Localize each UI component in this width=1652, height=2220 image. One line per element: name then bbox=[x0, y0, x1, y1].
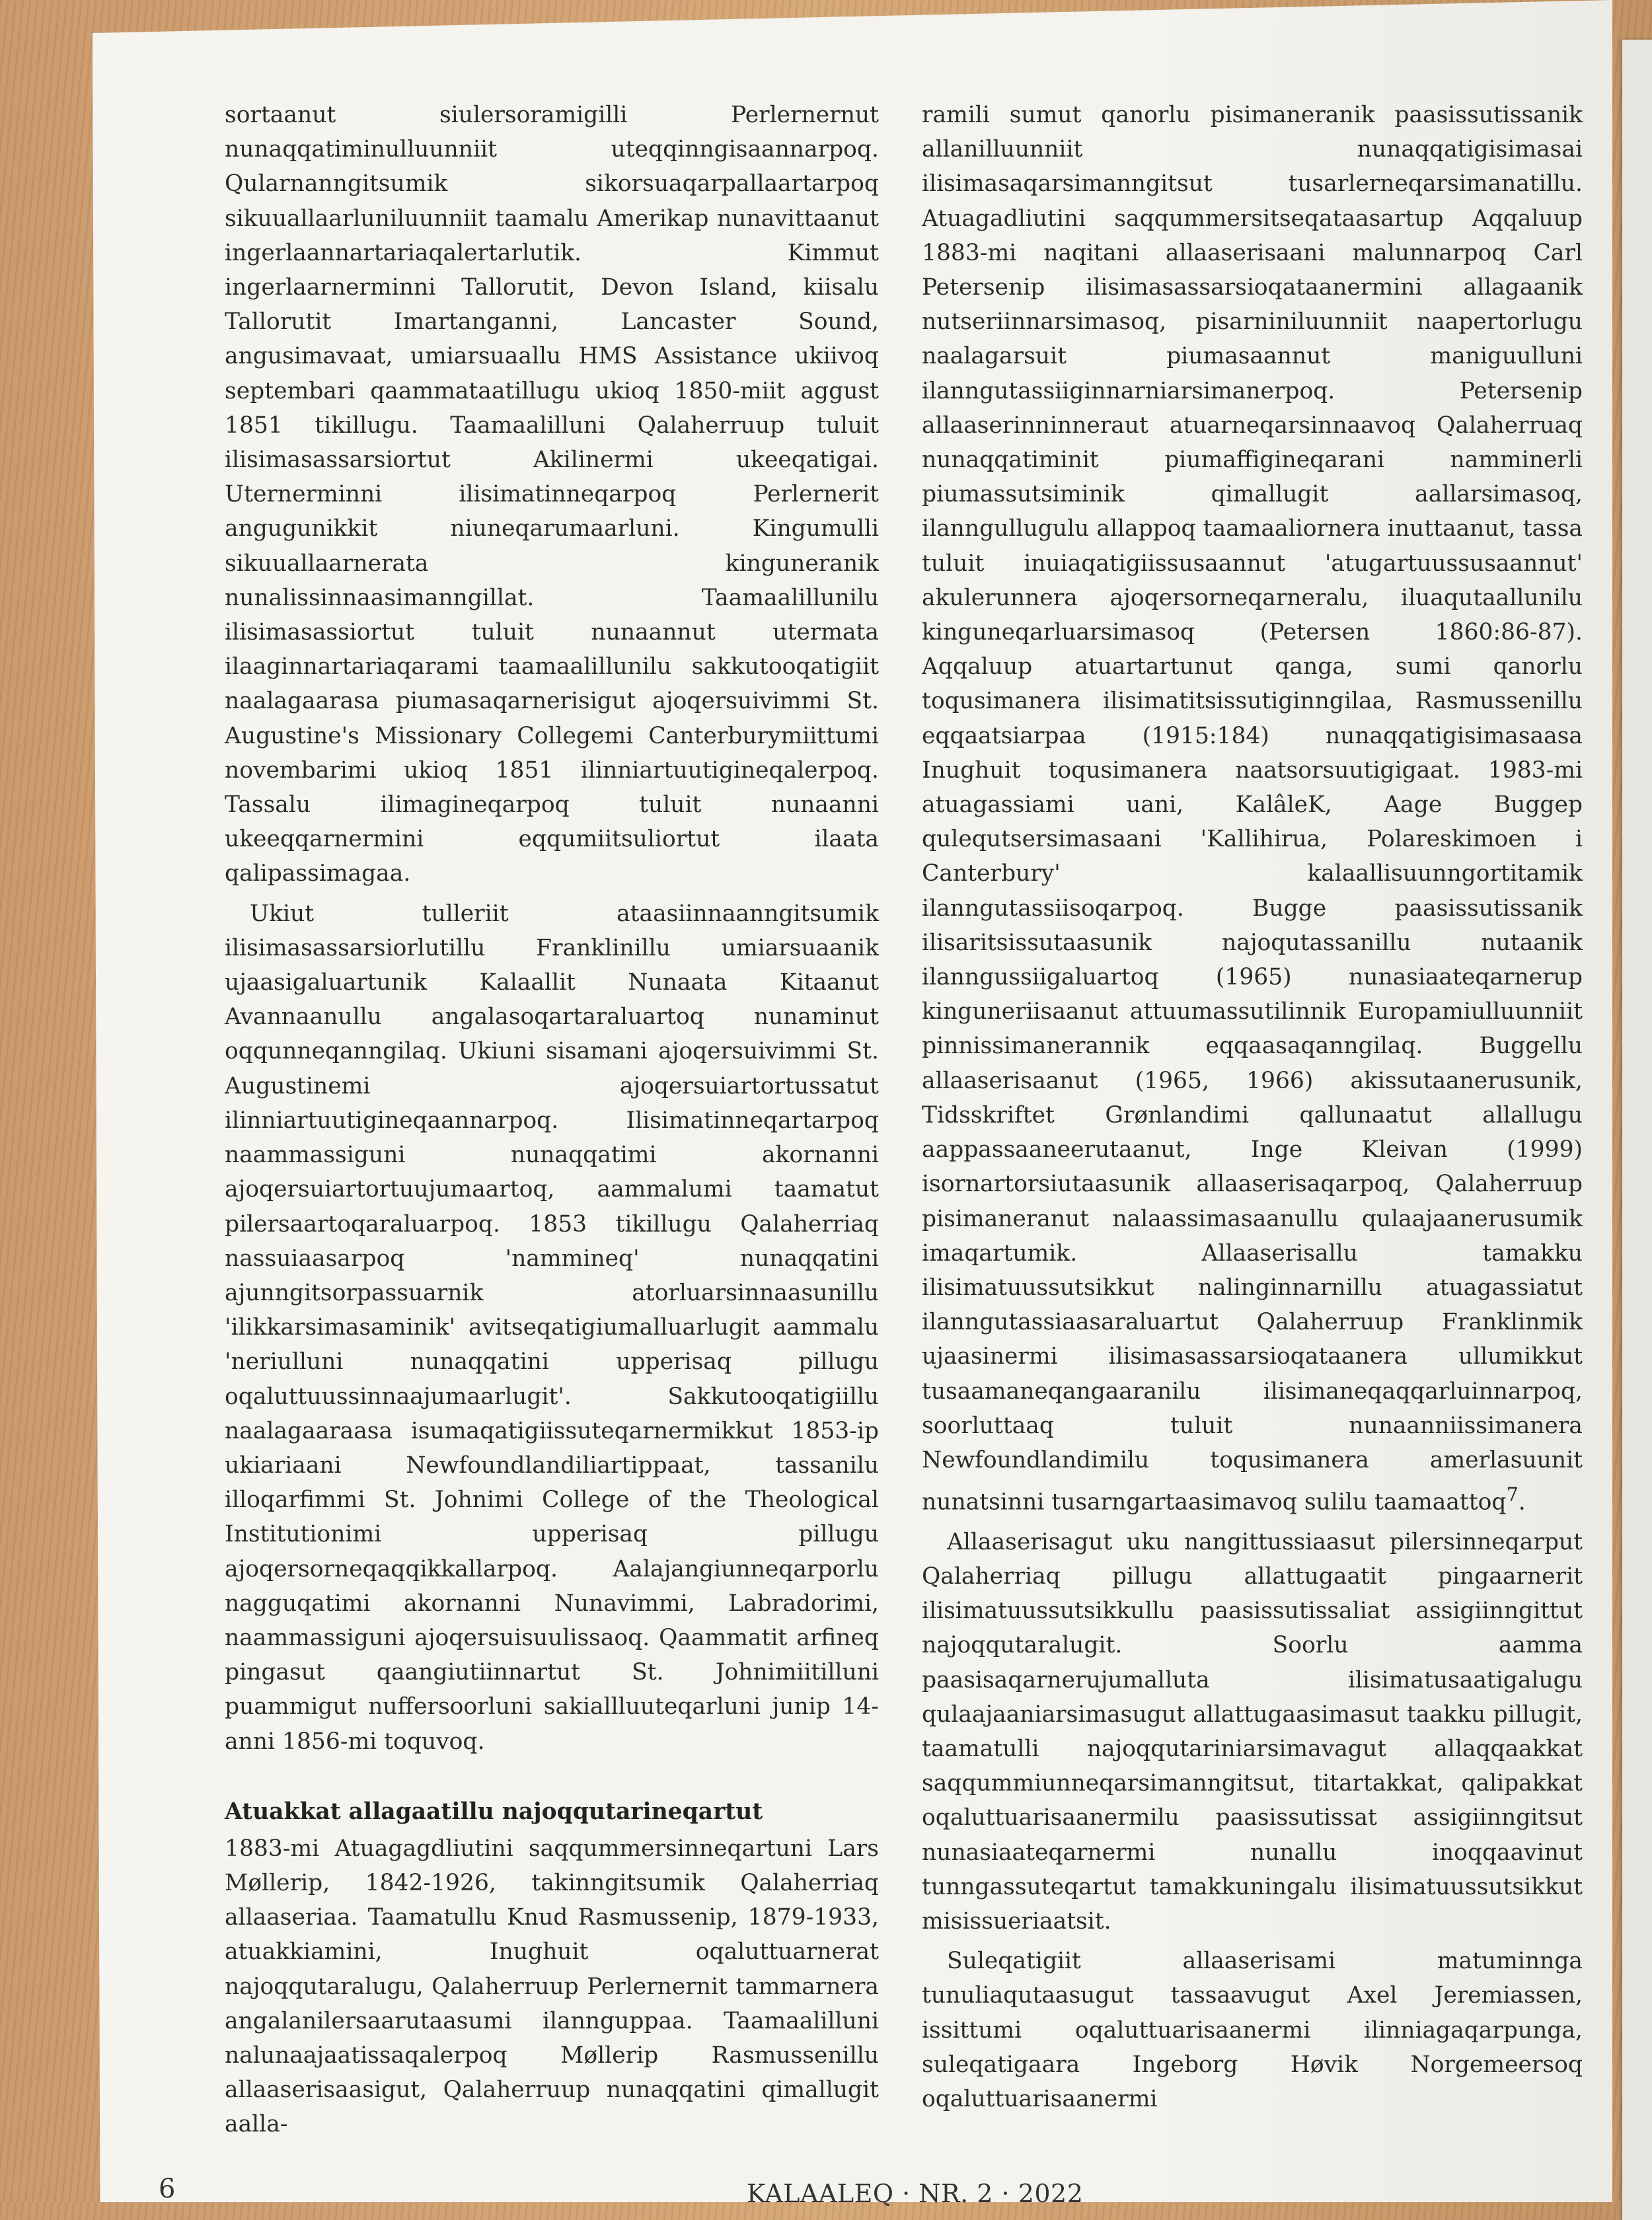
section-heading: Atuakkat allagaatillu najoqqutarineqartut bbox=[225, 1798, 763, 1825]
right-paragraph-1 bbox=[922, 98, 1583, 1520]
right-paragraph-3: Suleqatigiit allaaserisami matuminnga tunuliaqutaasugut tassaavugut Axel Jeremiassen, issittumi oqaluttuarisaanermi ilinniagaqarpunga, suleqatigaara Ingeborg Høvik Norgemeersoq oqaluttuarisaanermi bbox=[922, 1948, 1583, 2113]
publication-footer: KALAALEQ · NR. 2 · 2022 bbox=[747, 2179, 1084, 2208]
next-page-edge bbox=[1622, 40, 1652, 2220]
left-paragraph-3: 1883-mi Atuagagdliutini saqqummersinneqartuni Lars Møllerip, 1842-1926, takinngitsumik Qalaherriaq allaaseriaa. Taamatullu Knud Rasmussenip, 1879-1933, atuakkiamini, Inughuit oqaluttuarnerat najoqqutaralugu, Qalaherruup Perlernernit tammarnera angalanilersaarutaasumi ilannguppaa. Taamaalilluni nalunaajaatissaqalerpoq Møllerip Rasmussenillu allaaserisaasigut, Qalaherruup nunaqqatini qimallugit aalla- bbox=[225, 1835, 879, 2138]
footnote-ref-7: 7 bbox=[1506, 1483, 1519, 1506]
right-paragraph-1-end: . bbox=[1518, 1489, 1526, 1516]
left-paragraph-1: sortaanut siulersoramigilli Perlernernut nunaqqatiminulluunniit uteqqinngisaannarpoq. Qularnanngitsumik sikorsuaqarpallaartarpoq sikuuallaarluniluunniit taamalu Amerikap nunavittaanut ingerlaannartariaqalertarlutik. Kimmut ingerlaarnerminni Tallorutit, Devon Island, kiisalu Tallorutit Imartanganni, Lancaster Sound, angusimavaat, umiarsuaallu HMS Assistance ukiivoq septembari qaammataatillugu ukioq 1850-miit aggust 1851 tikillugu. Taamaalilluni Qalaherruup tuluit ilisimasassarsiortut Akilinermi ukeeqatigai. Uternerminni ilisimatinneqarpoq Perlernerit angugunikkit niuneqarumaarluni. Kingumulli sikuuallaarnerata kinguneranik nunalissinnaasimanngillat. Taamaalillunilu ilisimasassiortut tuluit nunaannut utermata ilaaginnartariaqarami taamaalillunilu sakkutooqatigiit naalagaarasa piumasaqarnerisigut ajoqersuivimmi St. Augustine's Missionary Collegemi Canterburymiittumi novembarimi ukioq 1851 ilinniartuutigineqalerpoq. Tassalu ilimagineqarpoq tuluit nunaanni ukeeqqarnermini eqqumiitsuliortut ilaata qalipassimagaa. bbox=[225, 102, 879, 887]
left-column bbox=[225, 98, 879, 2142]
right-column bbox=[922, 98, 1583, 2116]
left-paragraph-2: Ukiut tulleriit ataasiinnaanngitsumik ilisimasassarsiorlutillu Franklinillu umiarsuaanik ujaasigaluartunik Kalaallit Nunaata Kitaanut Avannaanullu angalasoqartaraluartoq nunaminut oqqunneqanngilaq. Ukiuni sisamani ajoqersuivimmi St. Augustinemi ajoqersuiartortussatut ilinniartuutigineqaannarpoq. Ilisimatinneqartarpoq naammassiguni nunaqqatimi akornanni ajoqersuiartortuujumaartoq, aammalumi taamatut pilersaartoqaraluarpoq. 1853 tikillugu Qalaherriaq nassuiaasarpoq 'nammineq' nunaqqatini ajunngitsorpassuarnik atorluarsinnaasunillu 'ilikkarsimasaminik' avitseqatigiumalluarlugit aammalu 'neriulluni nunaqqatini upperisaq pillugu oqaluttuussinnaajumaarlugit'. Sakkutooqatigiillu naalagaaraasa isumaqatigiissuteqarnermikkut 1853-ip ukiariaani Newfoundlandiliartippaat, tassanilu illoqarfimmi St. Johnimi College of the Theological Institutionimi upperisaq pillugu ajoqersorneqaqqikkallarpoq. Aalajangiunneqarporlu nagguqatimi akornanni Nunavimmi, Labradorimi, naammassiguni ajoqersuisuulissaoq. Qaammatit arfineq pingasut qaangiutiinnartut St. Johnimiitilluni puammigut nuffersoorluni sakiallluuteqarluni junip 14-anni 1856-mi toquvoq. bbox=[225, 900, 879, 1755]
right-paragraph-2: Allaaserisagut uku nangittussiaasut pilersinneqarput Qalaherriaq pillugu allattugaatit pingaarnerit ilisimatuussutsikkullu paasissutissaliat assigiinngittut najoqqutaralugit. Soorlu aamma paasisaqarnerujumalluta ilisimatusaatigalugu qulaajaaniarsimasugut allattugaasimasut taakku pillugit, taamatulli najoqqutariniarsimavagut allaqqaakkat saqqummiunneqarsimanngitsut, titartakkat, qalipakkat oqaluttuarisaanermilu paasissutissat assigiinngitsut nunasiaateqarnermi nunallu inoqqaavinut tunngassuteqartut tamakkuningalu ilisimatuussutsikkut misissueriaatsit. bbox=[922, 1528, 1583, 1935]
page-number: 6 bbox=[159, 2174, 176, 2204]
right-paragraph-1-text: ramili sumut qanorlu pisimaneranik paasissutissanik allanilluunniit nunaqqatigisimasai ilisimasaqarsimanngitsut tusarlerneqarsimanatillu. Atuagadliutini saqqummersitseqataasartup Aqqaluup 1883-mi naqitani allaaserisaani malunnarpoq Carl Petersenip ilisimasassarsioqataanermini allagaanik nutseriinnarsimasoq, pisarniniluunniit naapertorlugu naalagarsuit piumasaannut maniguulluni ilanngutassiiginnarniarsimanerpoq. Petersenip allaaserinninneraut atuarneqarsinnaavoq Qalaherruaq nunaqqatiminit piumaffigineqarani namminerli piumassutsiminik qimallugit aallarsimasoq, ilanngullugulu allappoq taamaaliornera inuttaanut, tassa tuluit inuiaqatigiissusaannut 'atugartuussusaannut' akulerunnera ajoqersorneqarneralu, iluaqutaallunilu kinguneqarluarsimasoq (Petersen 1860:86-87). Aqqaluup atuartartunut qanga, sumi qanorlu toqusimanera ilisimatitsissutiginngilaa, Rasmussenillu eqqaatsiarpaa (1915:184) nunaqqatigisimasaasa Inughuit toqusimanera naatsorsuutigigaat. 1983-mi atuagassiami uani, KalâleK, Aage Buggep qulequtsersimasaani 'Kallihirua, Polareskimoen i Canterbury' kalaallisuunngortitamik ilanngutassiisoqarpoq. Bugge paasissutissanik ilisaritsissutaasunik najoqutassanillu nutaanik ilanngussiigaluartoq (1965) nunasiaateqarnerup kinguneriisaanut attuumassutilinnik Europamiulluunniit pinnissimanerannik eqqaasaqanngilaq. Buggellu allaaserisaanut (1965, 1966) akissutaanerusunik, Tidsskriftet Grønlandimi qallunaatut allallugu aappassaaneerutaanut, Inge Kleivan (1999) isornartorsiutaasunik allaaserisaqarpoq, Qalaherruup pisimaneranut nalaassimasaanullu qulaajaanerusumik imaqartumik. Allaaserisallu tamakku ilisimatuussutsikkut nalinginnarnillu atuagassiatut ilanngutassiaasaraluartut Qalaherruup Franklinmik ujaasinermi ilisimasassarsioqataanera ullumikkut tusaamaneqangaaranilu ilisimaneqaqqarluinnarpoq, soorluttaaq tuluit nunaanniissimanera Newfoundlandimilu toqusimanera amerlasuunit nunatsinni tusarngartaasimavoq sulilu taamaattoq bbox=[922, 102, 1583, 1516]
